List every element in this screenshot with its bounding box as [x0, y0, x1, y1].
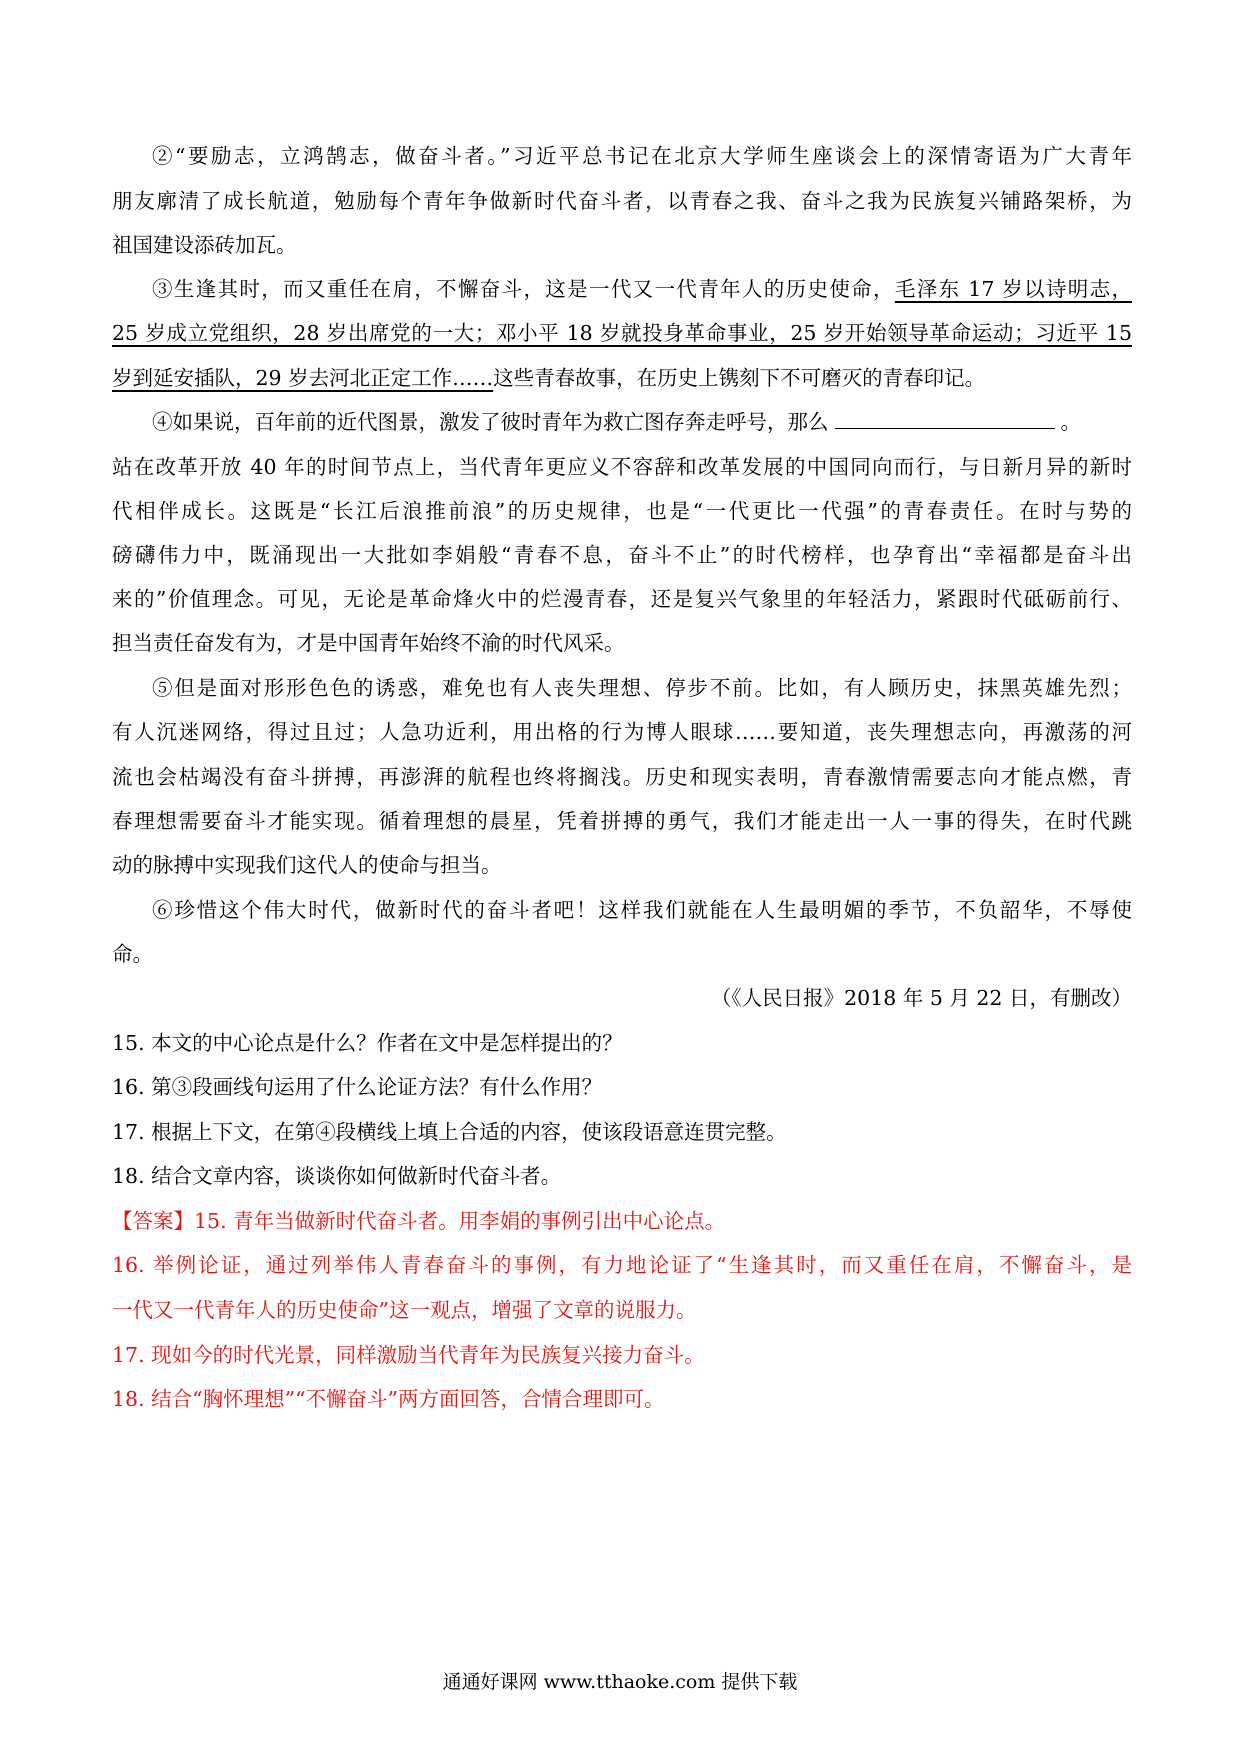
paragraph-5-line-4: 春理想需要奋斗才能实现。循着理想的晨星，凭着拼搏的勇气，我们才能走出一人一事的得失，在时代跳 [112, 809, 1132, 833]
paragraph-4-line-4: 磅礴伟力中，既涌现出一大批如李娟般“青春不息，奋斗不止”的时代榜样，也孕育出“幸福都是奋斗出 [112, 543, 1132, 567]
underlined-sentence: 25 岁成立党组织，28 岁出席党的一大；邓小平 18 岁就投身革命事业，25 岁开始领导革命运动；习近平 15 [112, 321, 1132, 345]
source-citation: （《人民日报》2018 年 5 月 22 日，有删改） [710, 986, 1132, 1010]
underlined-sentence: 毛泽东 17 岁以诗明志， [894, 277, 1133, 301]
paragraph-3-text: ③生逢其时，而又重任在肩，不懈奋斗，这是一代又一代青年人的历史使命， [152, 277, 895, 301]
question-15: 15. 本文的中心论点是什么？作者在文中是怎样提出的？ [112, 1031, 623, 1055]
paragraph-6-line-2: 命。 [112, 942, 153, 966]
paragraph-4-line-2: 站在改革开放 40 年的时间节点上，当代青年更应义不容辞和改革发展的中国同向而行，与日新月异的新时 [112, 455, 1132, 479]
paragraph-3-line-3 [112, 363, 1132, 393]
paragraph-4-line-5: 来的”价值理念。可见，无论是革命烽火中的烂漫青春，还是复兴气象里的年轻活力，紧跟时代砥砺前行、 [112, 587, 1132, 611]
paragraph-3-line-2 [112, 318, 1132, 348]
question-16: 16. 第③段画线句运用了什么论证方法？有什么作用？ [112, 1075, 603, 1099]
paragraph-5-line-2: 有人沉迷网络，得过且过；人急功近利，用出格的行为博人眼球……要知道，丧失理想志向，再激荡的河 [112, 720, 1132, 744]
paragraph-4-line-1 [152, 407, 1132, 437]
answer-18: 18. 结合“胸怀理想”“不懈奋斗”两方面回答，合情合理即可。 [112, 1387, 665, 1411]
paragraph-5-line-1: ⑤但是面对形形色色的诱惑，难免也有人丧失理想、停步不前。比如，有人顾历史，抹黑英雄先烈； [152, 676, 1132, 700]
paragraph-2-line-1: ②“要励志，立鸿鹄志，做奋斗者。”习近平总书记在北京大学师生座谈会上的深情寄语为广大青年 [152, 144, 1132, 168]
answer-16-line-2: 一代又一代青年人的历史使命”这一观点，增强了文章的说服力。 [112, 1298, 697, 1322]
paragraph-2-line-2: 朋友廓清了成长航道，勉励每个青年争做新时代奋斗者，以青春之我、奋斗之我为民族复兴铺路架桥，为 [112, 189, 1132, 213]
answer-17: 17. 现如今的时代光景，同样激励当代青年为民族复兴接力奋斗。 [112, 1343, 705, 1367]
paragraph-5-line-5: 动的脉搏中实现我们这代人的使命与担当。 [112, 853, 502, 877]
answer-16-line-1: 16. 举例论证，通过列举伟人青春奋斗的事例，有力地论证了“生逢其时，而又重任在肩，不懈奋斗，是 [112, 1253, 1132, 1277]
paragraph-4-line-6: 担当责任奋发有为，才是中国青年始终不渝的时代风采。 [112, 631, 625, 655]
paragraph-3-line-1 [152, 274, 1132, 304]
paragraph-4-period: 。 [1060, 410, 1081, 434]
underlined-sentence: 岁到延安插队，29 岁去河北正定工作…… [112, 366, 494, 390]
paragraph-4-text: ④如果说，百年前的近代图景，激发了彼时青年为救亡图存奔走呼号，那么 [152, 410, 829, 434]
paragraph-3-text: 这些青春故事，在历史上镌刻下不可磨灭的青春印记。 [493, 366, 986, 390]
paragraph-6-line-1: ⑥珍惜这个伟大时代，做新时代的奋斗者吧！这样我们就能在人生最明媚的季节，不负韶华，不辱使 [152, 898, 1132, 922]
page-footer: 通通好课网 www.tthaoke.com 提供下载 [442, 1671, 798, 1693]
paragraph-5-line-3: 流也会枯竭没有奋斗拼搏，再澎湃的航程也终将搁浅。历史和现实表明，青春激情需要志向才能点燃，青 [112, 765, 1132, 789]
question-17: 17. 根据上下文，在第④段横线上填上合适的内容，使该段语意连贯完整。 [112, 1120, 787, 1144]
question-18: 18. 结合文章内容，谈谈你如何做新时代奋斗者。 [112, 1164, 562, 1188]
answer-15: 【答案】15. 青年当做新时代奋斗者。用李娟的事例引出中心论点。 [112, 1209, 726, 1233]
fill-in-blank [835, 408, 1055, 429]
paragraph-2-line-3: 祖国建设添砖加瓦。 [112, 233, 297, 257]
paragraph-4-line-3: 代相伴成长。这既是“长江后浪推前浪”的历史规律，也是“一代更比一代强”的青春责任。在时与势的 [112, 499, 1132, 523]
